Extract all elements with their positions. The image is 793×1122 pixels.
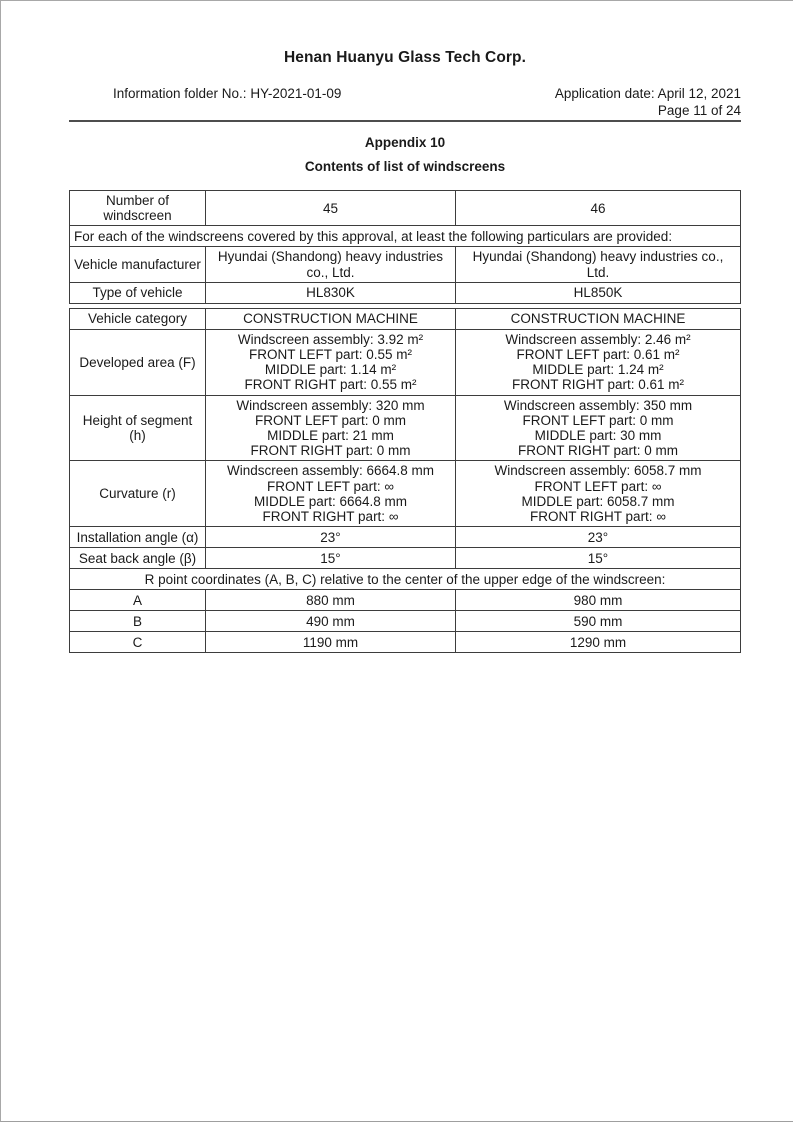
value-cell-windscreen-46 bbox=[455, 632, 740, 652]
cell-line: 880 mm bbox=[306, 592, 355, 608]
cell-line: 490 mm bbox=[306, 613, 355, 629]
cell-line: FRONT LEFT part: 0 mm bbox=[254, 412, 407, 428]
cell-line: 46 bbox=[590, 200, 606, 216]
value-cell-windscreen-46 bbox=[455, 590, 740, 610]
cell-line: 590 mm bbox=[573, 613, 623, 629]
cell-line: HL830K bbox=[306, 285, 355, 301]
cell-line: Installation angle (α) bbox=[76, 529, 199, 545]
cell-line: 1190 mm bbox=[302, 634, 359, 650]
value-cell-windscreen-46 bbox=[455, 283, 740, 303]
cell-line: FRONT RIGHT part: 0.61 m² bbox=[511, 377, 685, 393]
cell-line: Height of segment (h) bbox=[82, 412, 193, 444]
cell-line: R point coordinates (A, B, C) relative to the center of the upper edge of the windscreen: bbox=[144, 571, 666, 587]
cell-line: FRONT RIGHT part: 0.55 m² bbox=[244, 377, 417, 393]
cell-line: Vehicle manufacturer bbox=[74, 257, 201, 272]
table-row bbox=[69, 526, 741, 548]
company-title: Henan Huanyu Glass Tech Corp. bbox=[283, 49, 527, 66]
cell-line: Hyundai (Shandong) heavy industries co., Ltd. bbox=[217, 249, 444, 280]
row-label-cell bbox=[70, 247, 205, 281]
value-cell-windscreen-45 bbox=[205, 309, 455, 329]
cell-line: Number of windscreen bbox=[103, 193, 172, 224]
cell-line: MIDDLE part: 1.14 m² bbox=[264, 362, 397, 378]
value-cell-windscreen-46 bbox=[455, 247, 740, 281]
cell-line: 45 bbox=[322, 200, 339, 216]
cell-line: For each of the windscreens covered by this approval, at least the following particulars are provided: bbox=[74, 228, 673, 244]
value-cell-windscreen-46 bbox=[455, 396, 740, 461]
table-row bbox=[69, 460, 741, 527]
cell-line: Windscreen assembly: 320 mm bbox=[236, 397, 425, 413]
cell-line: C bbox=[132, 634, 143, 650]
table-row bbox=[69, 547, 741, 569]
windscreen-table-section-2 bbox=[69, 308, 741, 653]
table-row bbox=[69, 246, 741, 282]
cell-line: FRONT RIGHT part: ∞ bbox=[262, 509, 399, 525]
cell-line: A bbox=[132, 592, 142, 608]
table-row bbox=[69, 589, 741, 611]
value-cell-windscreen-46 bbox=[455, 309, 740, 329]
table-row bbox=[69, 329, 741, 396]
cell-line: FRONT LEFT part: 0.61 m² bbox=[516, 347, 680, 363]
value-cell-windscreen-45 bbox=[205, 247, 455, 281]
cell-line: 980 mm bbox=[573, 592, 623, 608]
row-label-cell bbox=[70, 590, 205, 610]
cell-line: 1290 mm bbox=[569, 634, 627, 650]
table-row bbox=[69, 190, 741, 226]
cell-line: Hyundai (Shandong) heavy industries co., Ltd. bbox=[472, 249, 724, 280]
cell-line: B bbox=[132, 613, 142, 629]
info-folder-number: Information folder No.: HY-2021-01-09 bbox=[113, 86, 342, 101]
row-label-cell bbox=[70, 632, 205, 652]
cell-line: 23° bbox=[320, 529, 341, 545]
value-cell-windscreen-45 bbox=[205, 330, 455, 395]
cell-line: Windscreen assembly: 350 mm bbox=[503, 397, 693, 413]
cell-line: Type of vehicle bbox=[92, 285, 183, 301]
cell-line: 23° bbox=[587, 529, 609, 545]
cell-line: FRONT RIGHT part: ∞ bbox=[530, 509, 666, 525]
table-row bbox=[69, 610, 741, 632]
value-cell-windscreen-45 bbox=[205, 590, 455, 610]
page-number: Page 11 of 24 bbox=[657, 103, 741, 118]
value-cell-windscreen-45 bbox=[205, 611, 455, 631]
value-cell-windscreen-46 bbox=[455, 461, 740, 526]
cell-line: MIDDLE part: 6058.7 mm bbox=[521, 493, 675, 509]
value-cell-windscreen-45 bbox=[205, 396, 455, 461]
appendix-title: Appendix 10 bbox=[364, 135, 446, 150]
row-label-cell bbox=[70, 330, 205, 395]
row-label-cell bbox=[70, 191, 205, 225]
application-meta bbox=[555, 85, 741, 119]
cell-line: Windscreen assembly: 2.46 m² bbox=[505, 331, 691, 347]
document-subtitle: Contents of list of windscreens bbox=[304, 159, 506, 174]
value-cell-windscreen-45 bbox=[205, 461, 455, 526]
cell-line: Curvature (r) bbox=[99, 486, 176, 502]
cell-line: FRONT LEFT part: ∞ bbox=[267, 478, 394, 494]
table-row bbox=[69, 395, 741, 462]
header-meta-row bbox=[69, 85, 741, 119]
value-cell-windscreen-45 bbox=[205, 283, 455, 303]
row-label-cell bbox=[70, 548, 205, 568]
value-cell-windscreen-45 bbox=[205, 548, 455, 568]
cell-line: MIDDLE part: 21 mm bbox=[267, 428, 394, 444]
cell-line: 15° bbox=[320, 550, 341, 566]
value-cell-windscreen-46 bbox=[455, 330, 740, 395]
value-cell-windscreen-46 bbox=[455, 527, 740, 547]
cell-line: FRONT LEFT part: 0 mm bbox=[522, 412, 674, 428]
table-span-cell bbox=[70, 226, 740, 246]
row-label-cell bbox=[70, 309, 205, 329]
table-row bbox=[69, 631, 741, 653]
cell-line: MIDDLE part: 6664.8 mm bbox=[253, 493, 408, 509]
cell-line: CONSTRUCTION MACHINE bbox=[243, 311, 418, 327]
table-span-cell bbox=[70, 569, 740, 589]
value-cell-windscreen-45 bbox=[205, 191, 455, 225]
row-label-cell bbox=[70, 396, 205, 461]
table-row bbox=[69, 568, 741, 590]
cell-line: Windscreen assembly: 3.92 m² bbox=[237, 331, 424, 347]
cell-line: FRONT RIGHT part: 0 mm bbox=[250, 443, 411, 459]
cell-line: Windscreen assembly: 6058.7 mm bbox=[494, 463, 702, 479]
value-cell-windscreen-46 bbox=[455, 611, 740, 631]
cell-line: Developed area (F) bbox=[79, 354, 196, 370]
cell-line: FRONT RIGHT part: 0 mm bbox=[517, 443, 679, 459]
value-cell-windscreen-45 bbox=[205, 527, 455, 547]
cell-line: MIDDLE part: 1.24 m² bbox=[532, 362, 664, 378]
table-row bbox=[69, 282, 741, 304]
document-header bbox=[69, 85, 741, 122]
cell-line: Windscreen assembly: 6664.8 mm bbox=[226, 463, 435, 479]
page-content bbox=[69, 1, 741, 653]
windscreen-table-section-1 bbox=[69, 190, 741, 304]
value-cell-windscreen-46 bbox=[455, 191, 740, 225]
row-label-cell bbox=[70, 461, 205, 526]
cell-line: MIDDLE part: 30 mm bbox=[534, 428, 662, 444]
table-row bbox=[69, 225, 741, 247]
table-row bbox=[69, 308, 741, 330]
cell-line: FRONT LEFT part: 0.55 m² bbox=[248, 347, 413, 363]
row-label-cell bbox=[70, 283, 205, 303]
row-label-cell bbox=[70, 527, 205, 547]
application-date: Application date: April 12, 2021 bbox=[554, 86, 741, 101]
cell-line: FRONT LEFT part: ∞ bbox=[534, 478, 662, 494]
row-label-cell bbox=[70, 611, 205, 631]
value-cell-windscreen-46 bbox=[455, 548, 740, 568]
cell-line: CONSTRUCTION MACHINE bbox=[510, 311, 686, 327]
cell-line: Seat back angle (β) bbox=[78, 550, 197, 566]
cell-line: HL850K bbox=[573, 285, 623, 301]
value-cell-windscreen-45 bbox=[205, 632, 455, 652]
cell-line: Vehicle category bbox=[87, 311, 188, 327]
cell-line: 15° bbox=[587, 550, 609, 566]
